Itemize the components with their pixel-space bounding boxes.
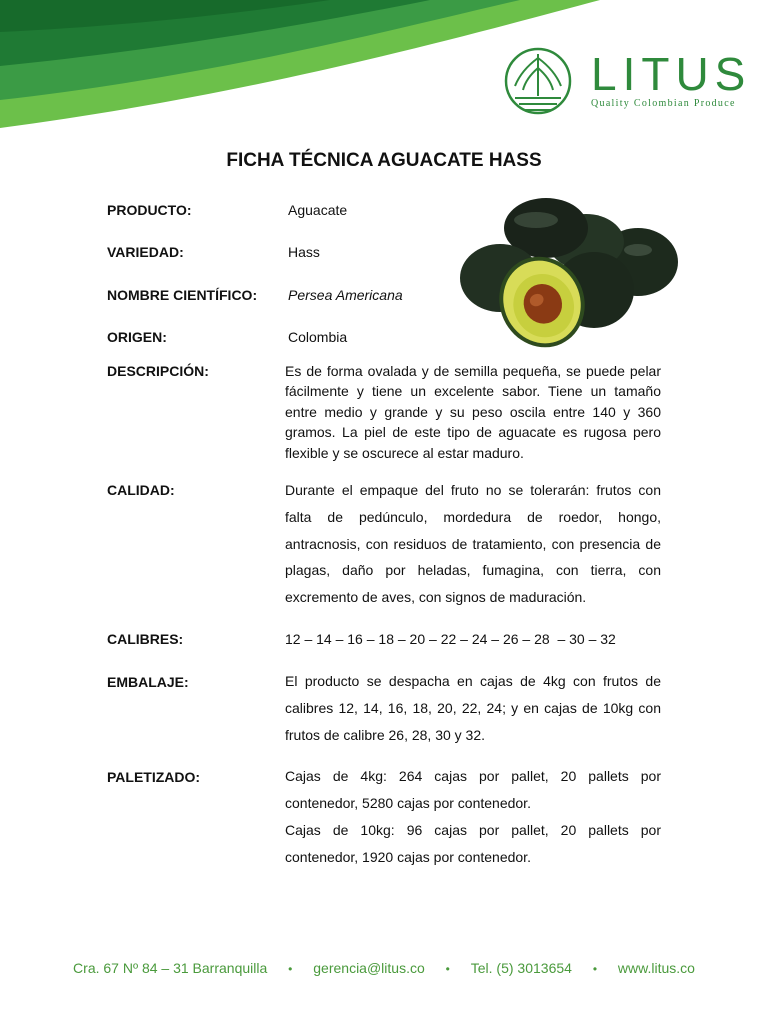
label-nombre-cientifico: NOMBRE CIENTÍFICO: [107,287,258,303]
footer-phone: Tel. (5) 3013654 [470,960,572,976]
brand-tagline: Quality Colombian Produce [591,98,736,109]
label-paletizado: PALETIZADO: [107,769,201,785]
value-variedad: Hass [288,244,320,260]
value-origen: Colombia [288,329,348,345]
label-embalaje: EMBALAJE: [107,674,189,690]
footer-web-link[interactable]: www.litus.co [617,960,695,976]
litus-logo [503,44,753,118]
footer-separator: • [592,962,598,976]
label-variedad: VARIEDAD: [107,244,184,260]
value-paletizado-4kg: Cajas de 4kg: 264 cajas por pallet, 20 pallets por contenedor, 5280 cajas por contenedor. [285,768,661,811]
footer-separator: • [288,962,293,976]
footer-address: Cra. 67 Nº 84 – 31 Barranquilla [73,960,268,976]
value-calibres: 12 – 14 – 16 – 18 – 20 – 22 – 24 – 26 – 28 – 30 – 32 [285,631,616,647]
label-calibres: CALIBRES: [107,631,184,647]
value-descripcion: Es de forma ovalada y de semilla pequeña, se puede pelar fácilmente y tiene un excelente sabor. Tiene un tamaño entre medio y grande y su peso oscila entre 140 y 360 gramos. La piel de este tipo de aguacate es rugosa pero flexible y se oscurece al estar maduro. [285,363,661,461]
footer-email-link[interactable]: gerencia@litus.co [313,960,425,976]
value-nombre-cientifico: Persea Americana [288,287,403,303]
label-calidad: CALIDAD: [107,482,175,498]
value-embalaje: El producto se despacha en cajas de 4kg con frutos de calibres 12, 14, 16, 18, 20, 22, 24; y en cajas de 10kg con frutos de calibre 26, 28, 30 y 32. [285,673,661,743]
value-paletizado-10kg: Cajas de 10kg: 96 cajas por pallet, 20 pallets por contenedor, 1920 cajas por contenedor. [285,822,661,865]
page-title: FICHA TÉCNICA AGUACATE HASS [226,150,542,171]
footer-separator: • [445,962,450,976]
value-calidad: Durante el empaque del fruto no se tolerarán: frutos con falta de pedúnculo, mordedura de roedor, hongo, antracnosis, con residuos de tratamiento, con presencia de plagas, daño por heladas, fumagina, con tierra, con excremento de aves, con signos de maduración. [285,482,661,606]
label-producto: PRODUCTO: [107,202,192,218]
label-origen: ORIGEN: [107,329,167,345]
footer-contact [0,960,768,976]
value-producto: Aguacate [288,202,348,218]
avocado-image [458,190,686,350]
label-descripcion: DESCRIPCIÓN: [107,363,209,379]
brand-name: LITUS [591,48,752,100]
leaf-emblem-icon [503,44,573,118]
